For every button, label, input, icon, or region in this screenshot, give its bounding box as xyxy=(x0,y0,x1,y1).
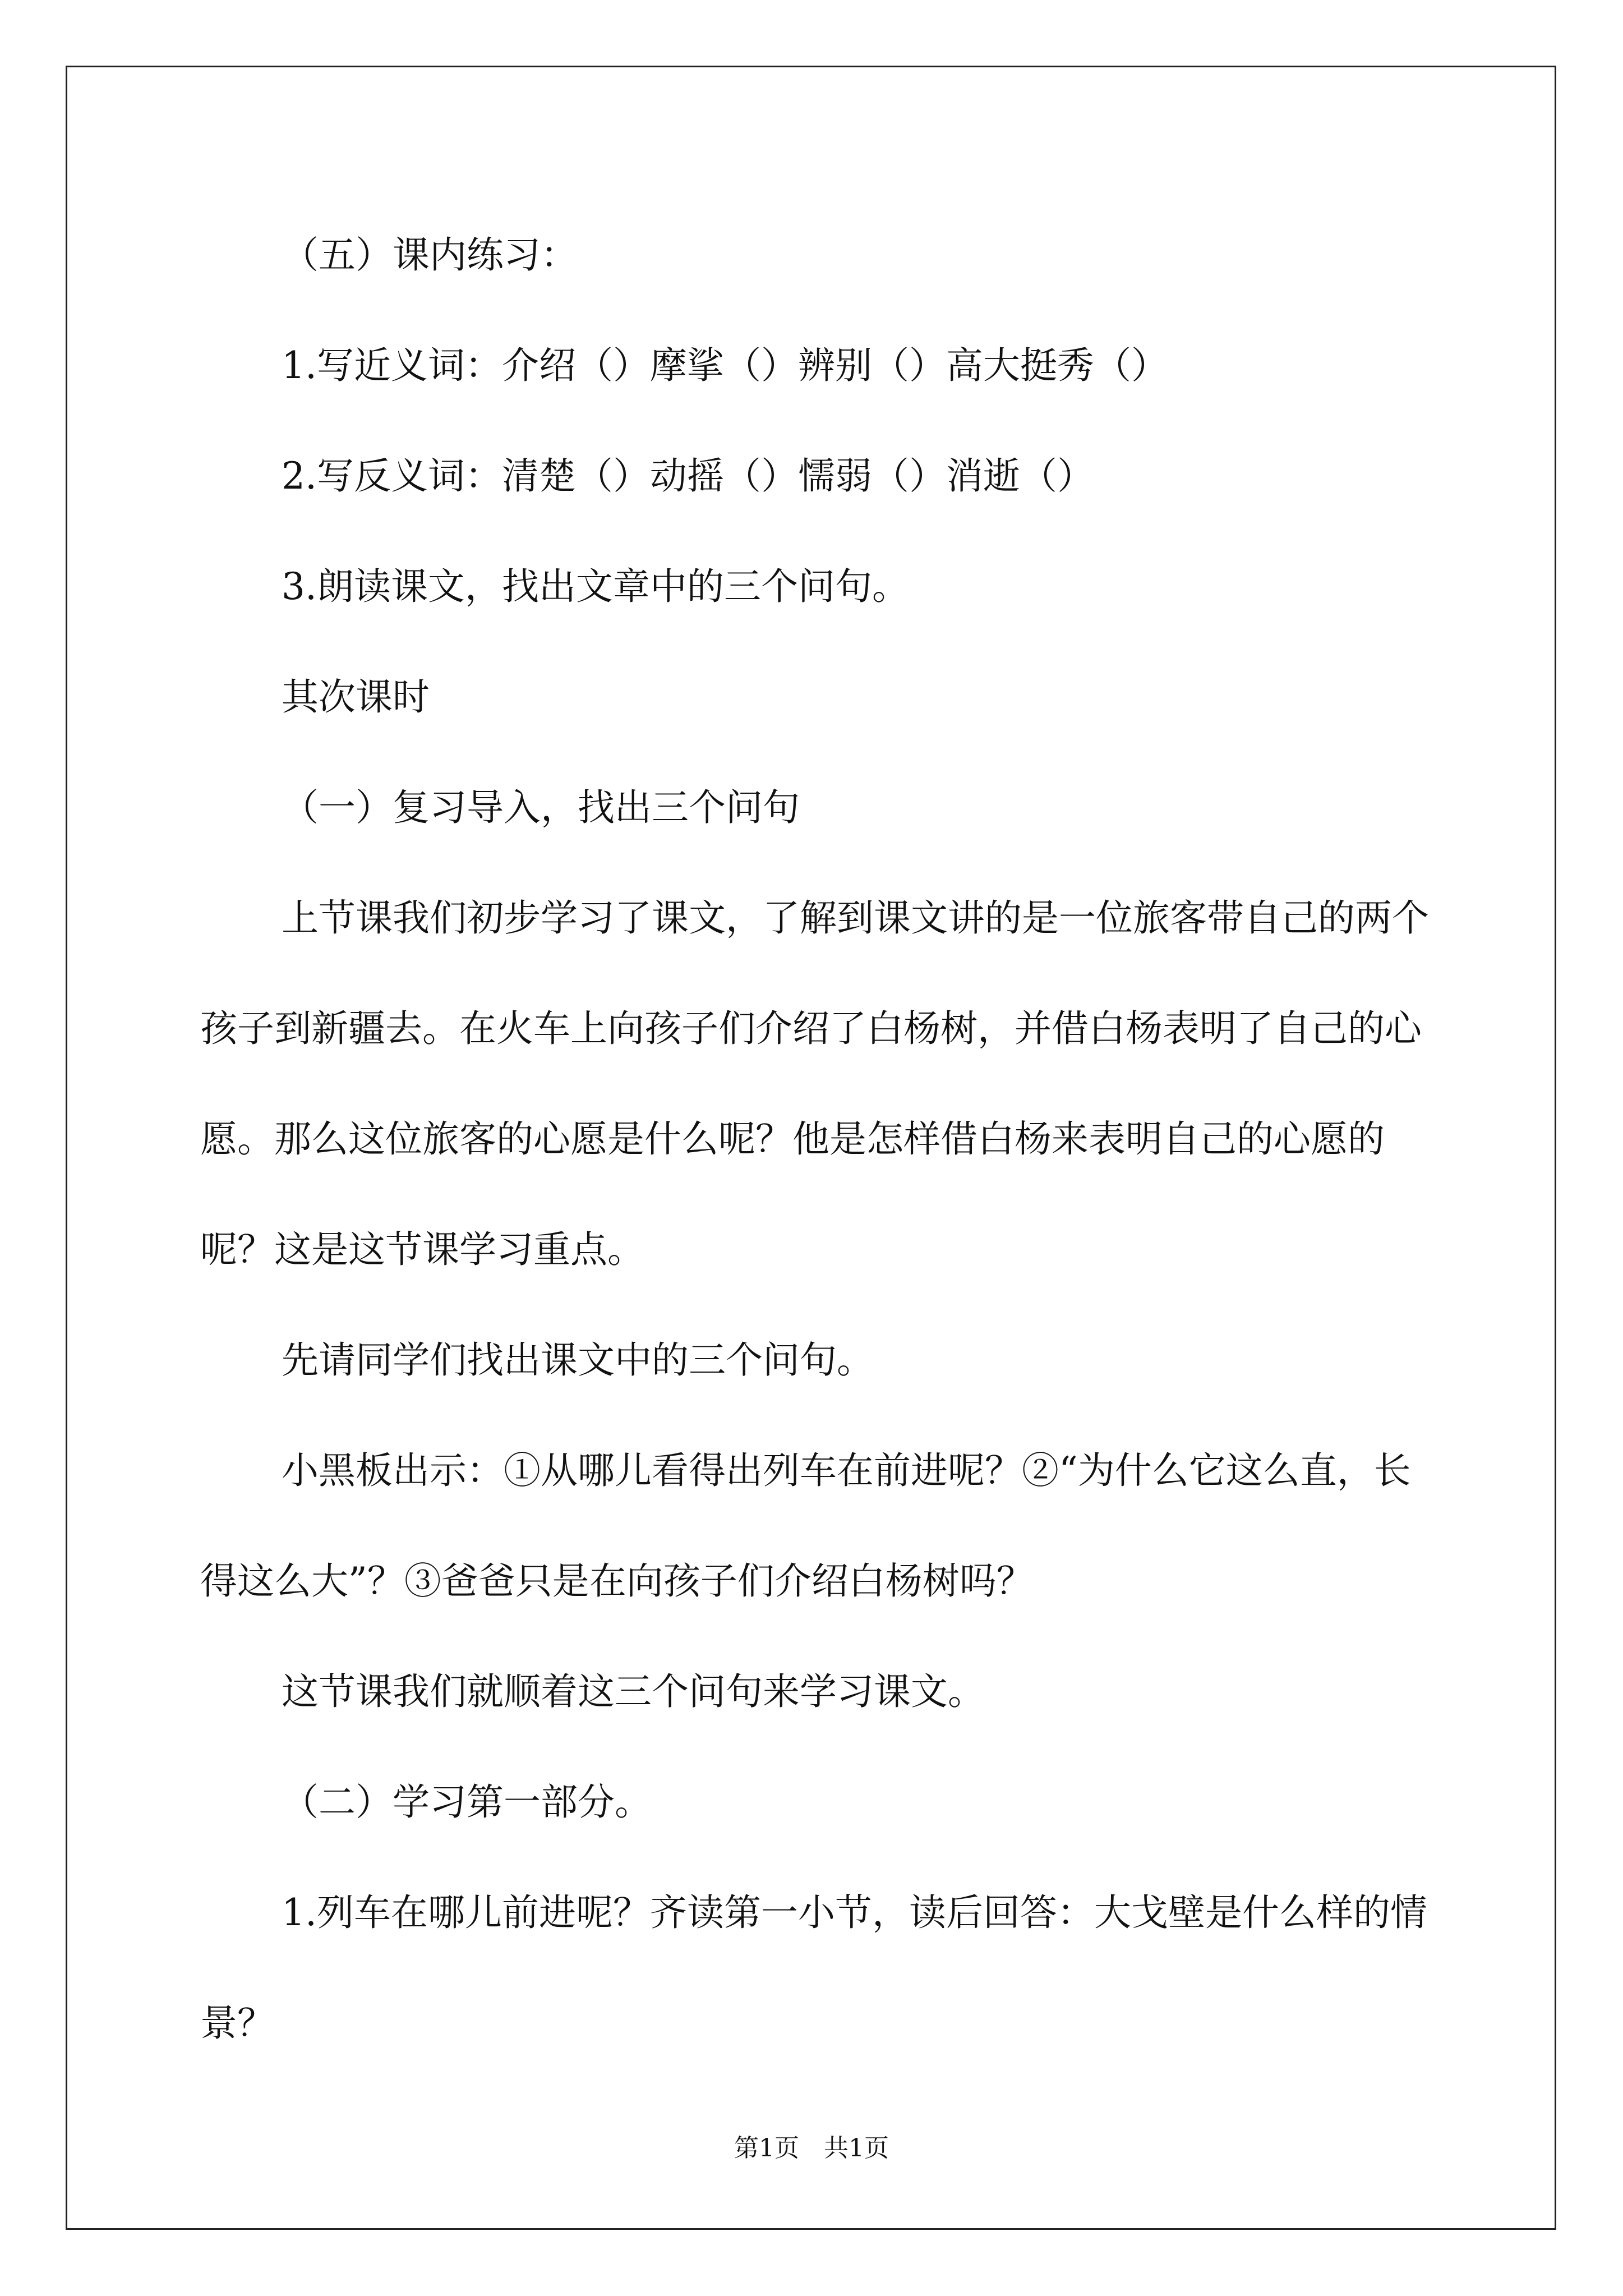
paragraph-synonym-exercise: 1.写近义词：介绍（）摩挲（）辨别（）高大挺秀（） xyxy=(282,344,1168,387)
paragraph-blackboard: 小黑板出示：①从哪儿看得出列车在前进呢？②“为什么它这么直，长得这么大”？③爸爸只是在向孩子们介绍白杨树吗？ xyxy=(200,1449,1411,1603)
paragraph-intro-text: 上节课我们初步学习了课文，了解到课文讲的是一位旅客带自己的两个孩子到新疆去。在火车上向孩子们介绍了白杨树，并借白杨表明了自己的心愿。那么这位旅客的心愿是什么呢？他是怎样借白杨来表明自己的心愿的呢？这是这节课学习重点。 xyxy=(200,896,1429,1271)
paragraph-section-heading: （五）课内练习： xyxy=(282,233,578,277)
paragraph-question-one: 1.列车在哪儿前进呢？齐读第一小节，读后回答：大戈壁是什么样的情景？ xyxy=(200,1891,1427,2045)
paragraph-part-one-heading: （二）学习第一部分。 xyxy=(282,1780,652,1824)
page-footer: 第1页 共1页 xyxy=(734,2134,889,2162)
paragraph-antonym-exercise: 2.写反义词：清楚（）动摇（）懦弱（）消逝（） xyxy=(282,454,1094,498)
paragraph-follow-questions: 这节课我们就顺着这三个问句来学习课文。 xyxy=(282,1670,985,1713)
paragraph-find-questions: 先请同学们找出课文中的三个问句。 xyxy=(282,1338,874,1382)
paragraph-review-heading: （一）复习导入，找出三个问句 xyxy=(282,786,800,829)
paragraph-lesson-title: 其次课时 xyxy=(282,675,430,719)
paragraph-reading-exercise: 3.朗读课文，找出文章中的三个问句。 xyxy=(282,565,909,608)
